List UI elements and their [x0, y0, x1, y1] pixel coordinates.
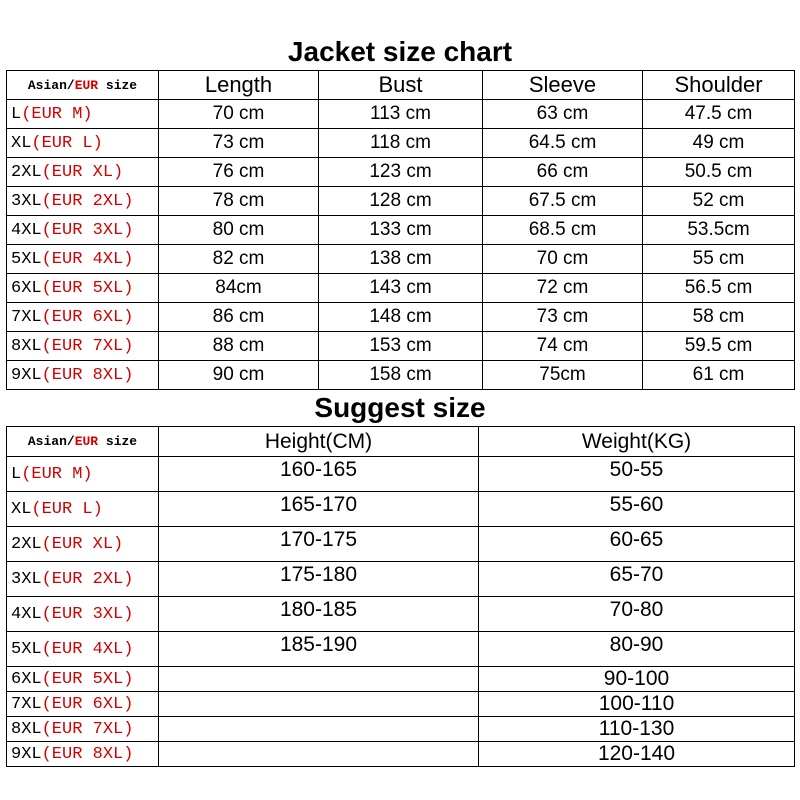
value-cell: 86 cm	[159, 303, 319, 332]
size-cell	[7, 562, 159, 597]
size-header-asian: Asian/	[27, 77, 75, 93]
size-header-asian: Asian/	[27, 434, 75, 449]
size-cell	[7, 361, 159, 390]
value-cell: 88 cm	[159, 332, 319, 361]
value-cell: 74 cm	[483, 332, 643, 361]
table-row	[7, 667, 795, 692]
table-row	[7, 562, 795, 597]
table-row	[7, 274, 795, 303]
value-cell: 70 cm	[159, 100, 319, 129]
value-cell: 53.5cm	[643, 216, 795, 245]
value-cell: 52 cm	[643, 187, 795, 216]
asian-size: 9XL	[11, 365, 42, 385]
eur-size: (EUR 6XL)	[41, 307, 134, 327]
value-cell: 185-190	[159, 632, 479, 667]
value-cell	[159, 667, 479, 692]
value-cell: 113 cm	[319, 100, 483, 129]
asian-size: 6XL	[11, 278, 42, 298]
eur-size: (EUR 4XL)	[41, 249, 134, 269]
asian-size: 6XL	[11, 669, 42, 689]
table-row	[7, 100, 795, 129]
table-row	[7, 361, 795, 390]
asian-size: 8XL	[11, 336, 42, 356]
jacket-size-table	[6, 70, 795, 390]
size-cell	[7, 245, 159, 274]
eur-size: (EUR 2XL)	[41, 569, 134, 589]
value-cell: 76 cm	[159, 158, 319, 187]
value-cell: 78 cm	[159, 187, 319, 216]
eur-size: (EUR 3XL)	[41, 220, 134, 240]
value-cell: 67.5 cm	[483, 187, 643, 216]
value-cell: 160-165	[159, 457, 479, 492]
eur-size: (EUR M)	[21, 464, 93, 484]
value-cell: 82 cm	[159, 245, 319, 274]
eur-size: (EUR 6XL)	[41, 694, 134, 714]
eur-size: (EUR L)	[31, 499, 103, 519]
table-row	[7, 216, 795, 245]
asian-size: 8XL	[11, 719, 42, 739]
eur-size: (EUR 7XL)	[41, 336, 134, 356]
value-cell	[159, 717, 479, 742]
size-cell	[7, 158, 159, 187]
value-cell: 70-80	[479, 597, 795, 632]
value-cell: 175-180	[159, 562, 479, 597]
value-cell: 153 cm	[319, 332, 483, 361]
asian-size: 4XL	[11, 220, 42, 240]
value-cell	[159, 692, 479, 717]
size-cell	[7, 332, 159, 361]
value-cell: 128 cm	[319, 187, 483, 216]
value-cell: 50.5 cm	[643, 158, 795, 187]
size-header-suffix: size	[98, 77, 138, 93]
size-header-eur: EUR	[74, 434, 99, 449]
header-row	[7, 71, 795, 100]
eur-size: (EUR 8XL)	[41, 365, 134, 385]
value-cell: 72 cm	[483, 274, 643, 303]
eur-size: (EUR 3XL)	[41, 604, 134, 624]
table-row	[7, 457, 795, 492]
column-header: Sleeve	[483, 71, 643, 100]
value-cell: 73 cm	[159, 129, 319, 158]
asian-size: 3XL	[11, 191, 42, 211]
suggest-size-title: Suggest size	[314, 392, 486, 423]
table-row	[7, 332, 795, 361]
eur-size: (EUR 7XL)	[41, 719, 134, 739]
size-column-header	[7, 71, 159, 100]
value-cell: 58 cm	[643, 303, 795, 332]
value-cell: 84cm	[159, 274, 319, 303]
size-cell	[7, 597, 159, 632]
value-cell: 170-175	[159, 527, 479, 562]
value-cell: 138 cm	[319, 245, 483, 274]
table-row	[7, 492, 795, 527]
value-cell	[159, 742, 479, 767]
eur-size: (EUR 5XL)	[41, 278, 134, 298]
value-cell: 118 cm	[319, 129, 483, 158]
value-cell: 55 cm	[643, 245, 795, 274]
asian-size: 7XL	[11, 307, 42, 327]
value-cell: 49 cm	[643, 129, 795, 158]
value-cell: 120-140	[479, 742, 795, 767]
header-row	[7, 427, 795, 457]
table-row	[7, 717, 795, 742]
size-cell	[7, 187, 159, 216]
table-row	[7, 527, 795, 562]
eur-size: (EUR 4XL)	[41, 639, 134, 659]
table-row	[7, 187, 795, 216]
table-row	[7, 303, 795, 332]
asian-size: XL	[11, 499, 32, 519]
column-header: Weight(KG)	[479, 427, 795, 457]
value-cell: 50-55	[479, 457, 795, 492]
asian-size: L	[11, 464, 22, 484]
value-cell: 66 cm	[483, 158, 643, 187]
value-cell: 110-130	[479, 717, 795, 742]
eur-size: (EUR L)	[31, 133, 103, 153]
table-row	[7, 632, 795, 667]
value-cell: 47.5 cm	[643, 100, 795, 129]
value-cell: 158 cm	[319, 361, 483, 390]
size-cell	[7, 129, 159, 158]
value-cell: 60-65	[479, 527, 795, 562]
asian-size: 9XL	[11, 744, 42, 764]
eur-size: (EUR 2XL)	[41, 191, 134, 211]
value-cell: 75cm	[483, 361, 643, 390]
asian-size: L	[11, 104, 22, 124]
value-cell: 64.5 cm	[483, 129, 643, 158]
size-header-suffix: size	[98, 434, 138, 449]
asian-size: 3XL	[11, 569, 42, 589]
size-cell	[7, 742, 159, 767]
value-cell: 180-185	[159, 597, 479, 632]
value-cell: 90 cm	[159, 361, 319, 390]
table-row	[7, 597, 795, 632]
asian-size: 2XL	[11, 162, 42, 182]
size-header-eur: EUR	[74, 77, 99, 93]
value-cell: 165-170	[159, 492, 479, 527]
column-header: Bust	[319, 71, 483, 100]
value-cell: 63 cm	[483, 100, 643, 129]
value-cell: 80 cm	[159, 216, 319, 245]
size-cell	[7, 303, 159, 332]
asian-size: 7XL	[11, 694, 42, 714]
value-cell: 133 cm	[319, 216, 483, 245]
value-cell: 100-110	[479, 692, 795, 717]
asian-size: 4XL	[11, 604, 42, 624]
table-row	[7, 158, 795, 187]
size-cell	[7, 692, 159, 717]
value-cell: 56.5 cm	[643, 274, 795, 303]
size-column-header	[7, 427, 159, 457]
asian-size: 5XL	[11, 249, 42, 269]
column-header: Height(CM)	[159, 427, 479, 457]
jacket-size-chart-title: Jacket size chart	[287, 36, 513, 67]
value-cell: 55-60	[479, 492, 795, 527]
table-row	[7, 692, 795, 717]
size-cell	[7, 667, 159, 692]
asian-size: 2XL	[11, 534, 42, 554]
size-cell	[7, 100, 159, 129]
suggest-size-table	[6, 426, 795, 767]
size-cell	[7, 717, 159, 742]
size-cell	[7, 457, 159, 492]
eur-size: (EUR XL)	[41, 162, 124, 182]
table-row	[7, 129, 795, 158]
value-cell: 148 cm	[319, 303, 483, 332]
size-cell	[7, 492, 159, 527]
value-cell: 73 cm	[483, 303, 643, 332]
column-header: Shoulder	[643, 71, 795, 100]
eur-size: (EUR XL)	[41, 534, 124, 554]
value-cell: 123 cm	[319, 158, 483, 187]
size-cell	[7, 274, 159, 303]
value-cell: 90-100	[479, 667, 795, 692]
size-cell	[7, 527, 159, 562]
eur-size: (EUR M)	[21, 104, 93, 124]
eur-size: (EUR 8XL)	[41, 744, 134, 764]
value-cell: 68.5 cm	[483, 216, 643, 245]
value-cell: 143 cm	[319, 274, 483, 303]
table-row	[7, 742, 795, 767]
table-row	[7, 245, 795, 274]
value-cell: 59.5 cm	[643, 332, 795, 361]
eur-size: (EUR 5XL)	[41, 669, 134, 689]
value-cell: 61 cm	[643, 361, 795, 390]
value-cell: 70 cm	[483, 245, 643, 274]
size-cell	[7, 632, 159, 667]
value-cell: 65-70	[479, 562, 795, 597]
column-header: Length	[159, 71, 319, 100]
asian-size: 5XL	[11, 639, 42, 659]
size-cell	[7, 216, 159, 245]
value-cell: 80-90	[479, 632, 795, 667]
asian-size: XL	[11, 133, 32, 153]
